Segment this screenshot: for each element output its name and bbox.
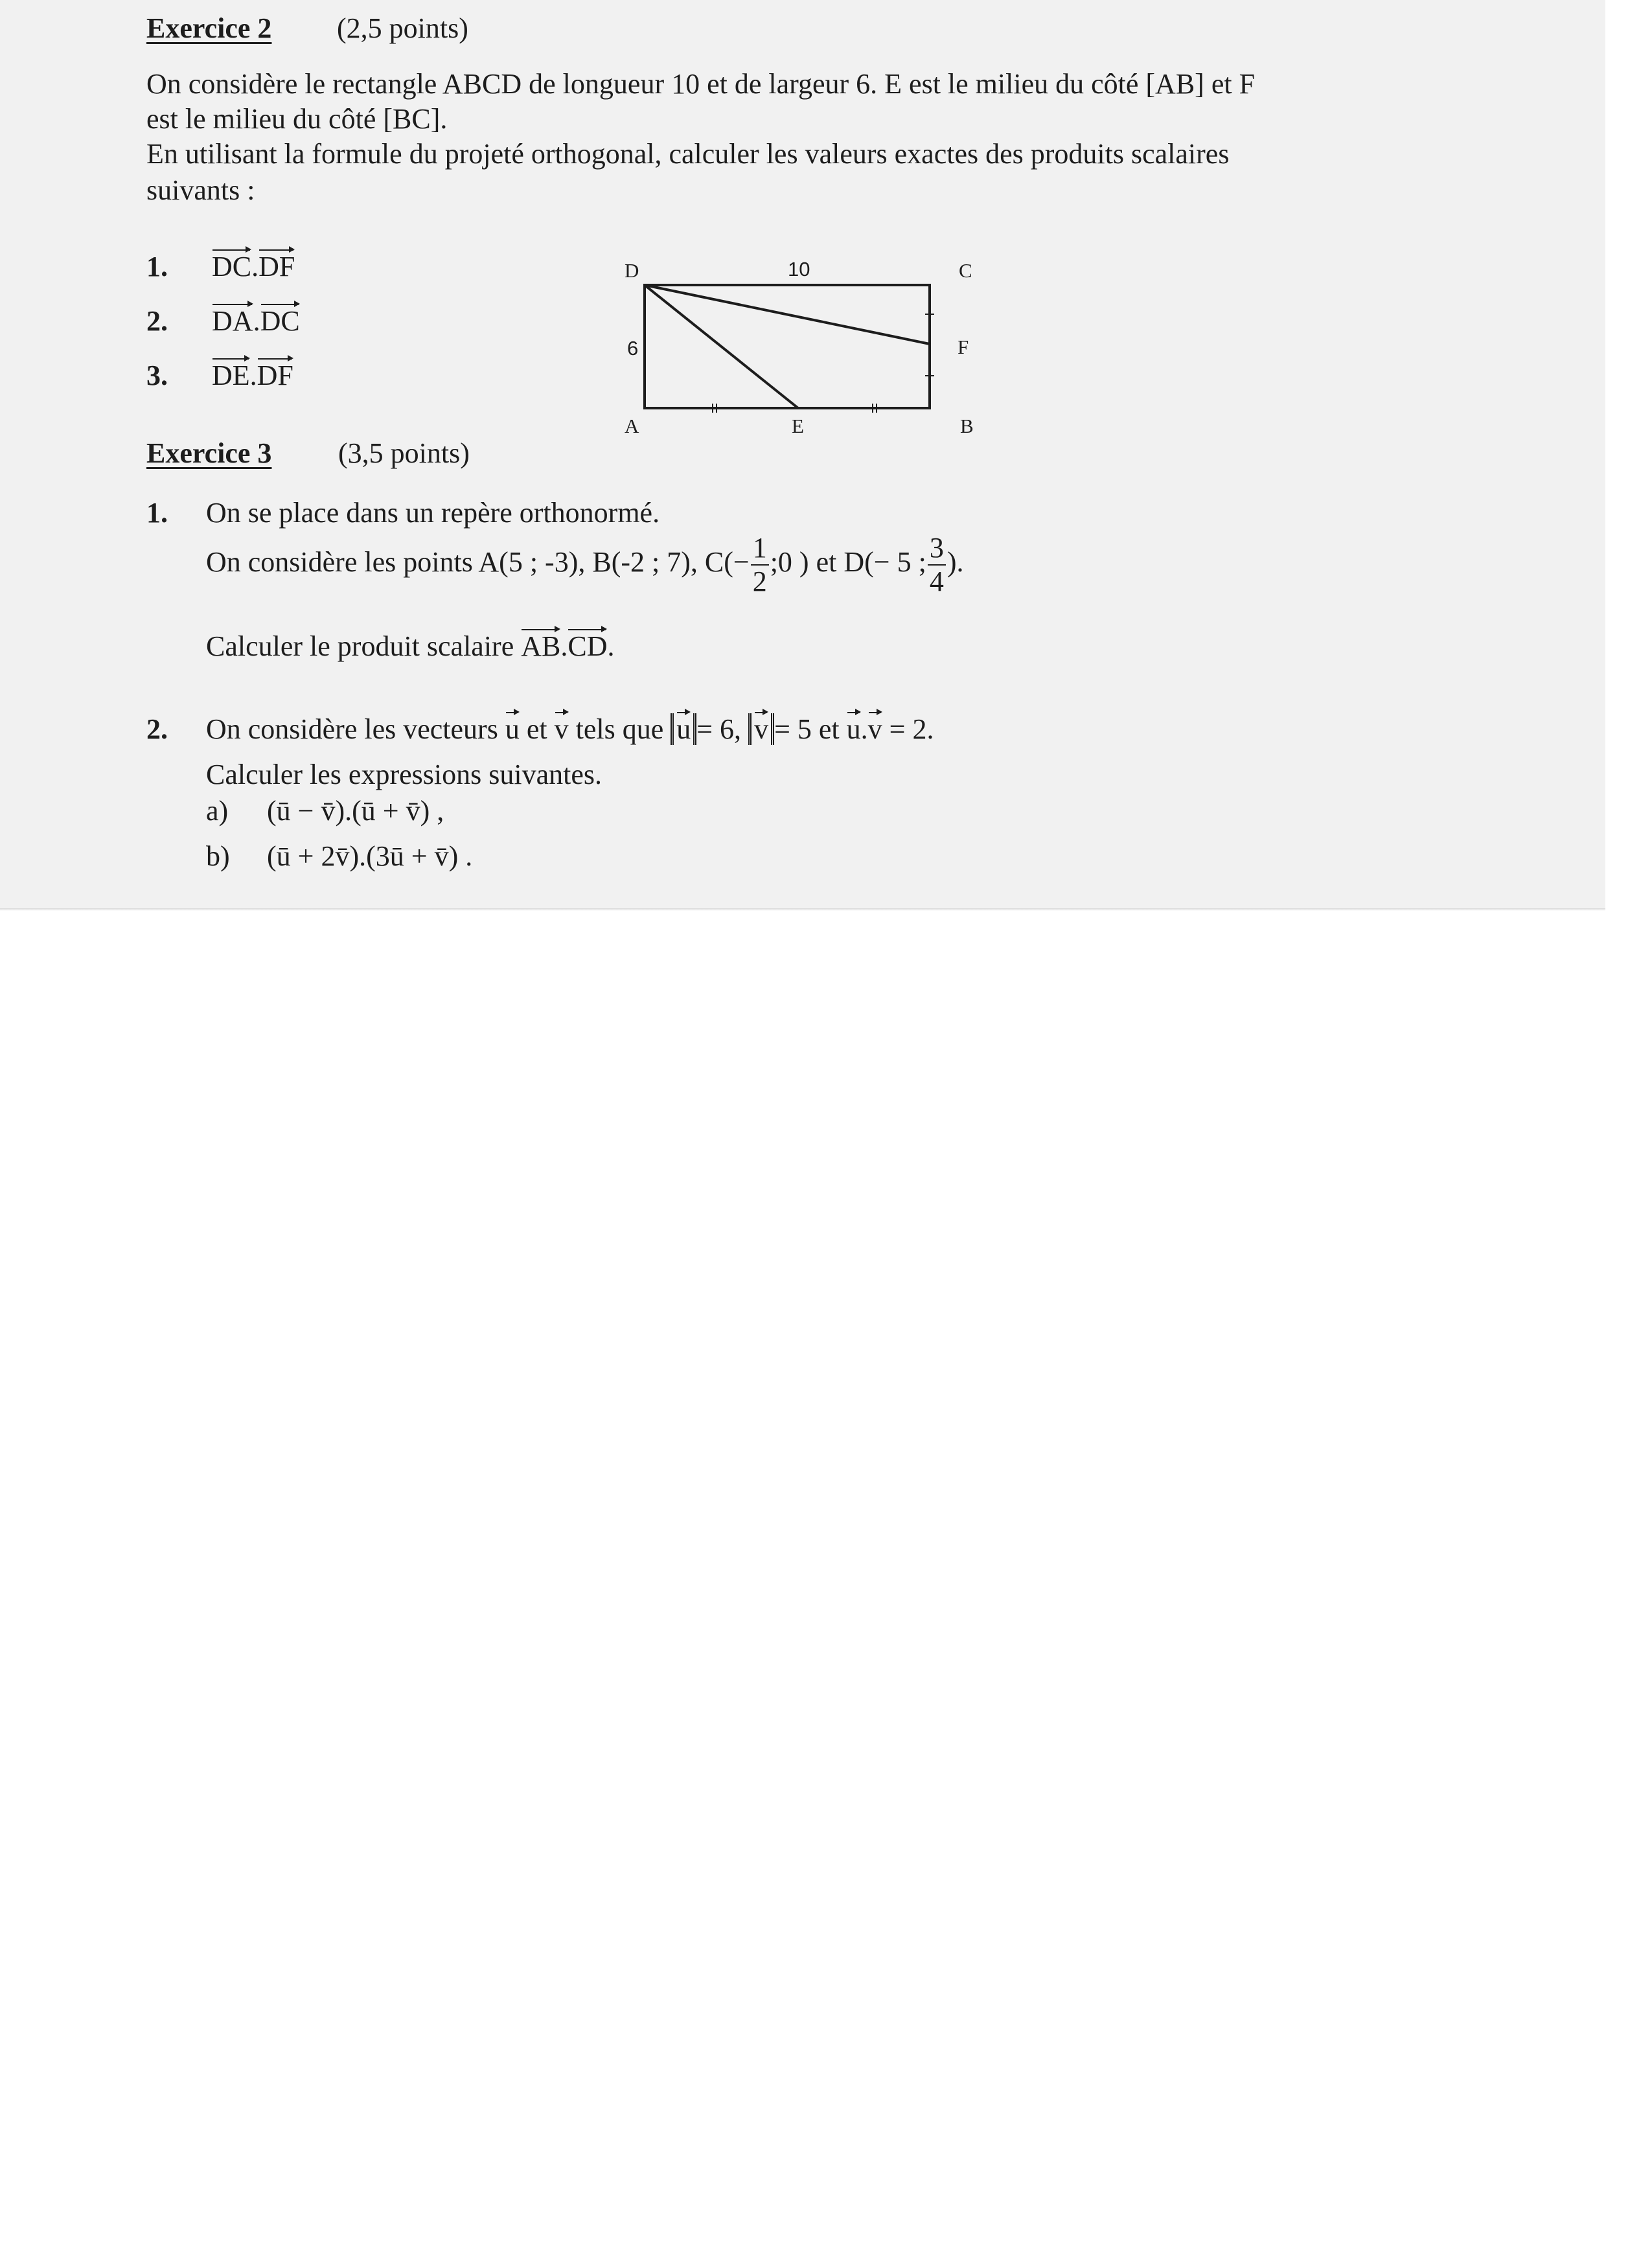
ex3-q2-line2: Calculer les expressions suivantes.	[206, 759, 602, 790]
label-width: 6	[627, 337, 639, 360]
q2-text1: On considère les vecteurs	[206, 713, 498, 745]
label-F: F	[958, 336, 969, 358]
fraction-denominator: 2	[752, 566, 767, 597]
segment-DE	[645, 285, 798, 408]
ex3-q1-number: 1.	[146, 497, 168, 529]
calc-end: .	[607, 630, 615, 662]
ex2-item-number: 2.	[146, 305, 168, 337]
ex3-q2-a-expr: (ū − v̄).(ū + v̄) ,	[267, 795, 444, 827]
ex3-q1-calc: Calculer le produit scalaire AB.CD.	[206, 630, 615, 662]
ex3-title: Exercice 3	[146, 437, 272, 469]
q2-text2: tels que	[575, 713, 664, 745]
ex2-intro-line4: suivants :	[146, 174, 255, 206]
vector-v: v	[754, 713, 769, 745]
eq-dot: = 2.	[889, 713, 934, 745]
ex3-q1-line1: On se place dans un repère orthonormé.	[206, 497, 660, 529]
ex2-intro-line1: On considère le rectangle ABCD de longueur 10 et de largeur 6. E est le milieu du côté [AB] et F	[146, 68, 1256, 100]
fraction-three-quarters	[928, 534, 946, 596]
label-A: A	[625, 415, 639, 437]
eq-norm-v: = 5 et	[774, 713, 840, 745]
ex3-q2-a-label: a)	[206, 795, 229, 827]
fraction-one-half	[751, 534, 769, 596]
vector-DA: DA	[212, 305, 253, 337]
c-rest: ;0 ) et D(	[770, 546, 874, 578]
d-close: ).	[946, 546, 964, 578]
fraction-numerator: 3	[928, 534, 946, 566]
label-B: B	[960, 415, 974, 437]
vector-v: v	[867, 713, 882, 745]
segment-DF	[645, 285, 930, 344]
ex2-intro-line3: En utilisant la formule du projeté orthogonal, calculer les valeurs exactes des produits scalaires	[146, 138, 1230, 170]
label-D: D	[625, 259, 639, 282]
c-sign: −	[733, 546, 750, 578]
vector-DF: DF	[258, 251, 295, 282]
rectangle-figure	[622, 259, 985, 441]
vector-DE: DE	[212, 360, 250, 391]
fraction-numerator: 1	[751, 534, 769, 566]
ex2-item-number: 3.	[146, 360, 168, 391]
vector-v: v	[554, 713, 569, 745]
norm-u	[671, 713, 696, 745]
ex2-intro-line2: est le milieu du côté [BC].	[146, 103, 448, 135]
vector-u: u	[846, 713, 861, 745]
d-prefix: − 5 ;	[873, 546, 926, 578]
ex2-item-1: 1. DC.DF	[146, 251, 295, 282]
ex3-q1-points	[206, 534, 963, 596]
norm-v	[748, 713, 774, 745]
label-E: E	[792, 415, 804, 437]
points-prefix: On considère les points A(5 ; -3), B(-2 ; 7), C(	[206, 546, 733, 578]
ex2-item-3: 3. DE.DF	[146, 360, 293, 391]
ex3-q2-b-expr: (ū + 2v̄).(3ū + v̄) .	[267, 840, 473, 872]
label-length: 10	[788, 258, 810, 281]
vector-CD: CD	[568, 630, 608, 662]
vector-DF: DF	[257, 360, 293, 391]
label-C: C	[959, 259, 972, 282]
ex3-points: (3,5 points)	[338, 437, 470, 469]
calc-prefix: Calculer le produit scalaire	[206, 630, 514, 662]
vector-AB: AB	[521, 630, 561, 662]
ex2-points: (2,5 points)	[337, 12, 468, 44]
rectangle-ABCD	[645, 285, 930, 408]
ex2-item-number: 1.	[146, 251, 168, 282]
ex3-q2-line1: On considère les vecteurs u et v tels que u = 6, v = 5 et u.v = 2.	[206, 713, 934, 745]
ex2-title: Exercice 2	[146, 12, 272, 44]
q2-et: et	[526, 713, 547, 745]
vector-u: u	[676, 713, 691, 745]
ex3-q2-number: 2.	[146, 713, 168, 745]
vector-u: u	[505, 713, 520, 745]
ex3-q2-b-label: b)	[206, 840, 230, 872]
eq-norm-u: = 6,	[696, 713, 742, 745]
fraction-denominator: 4	[929, 566, 944, 597]
vector-DC: DC	[260, 305, 300, 337]
vector-DC: DC	[212, 251, 252, 282]
ex2-item-2: 2. DA.DC	[146, 305, 300, 337]
